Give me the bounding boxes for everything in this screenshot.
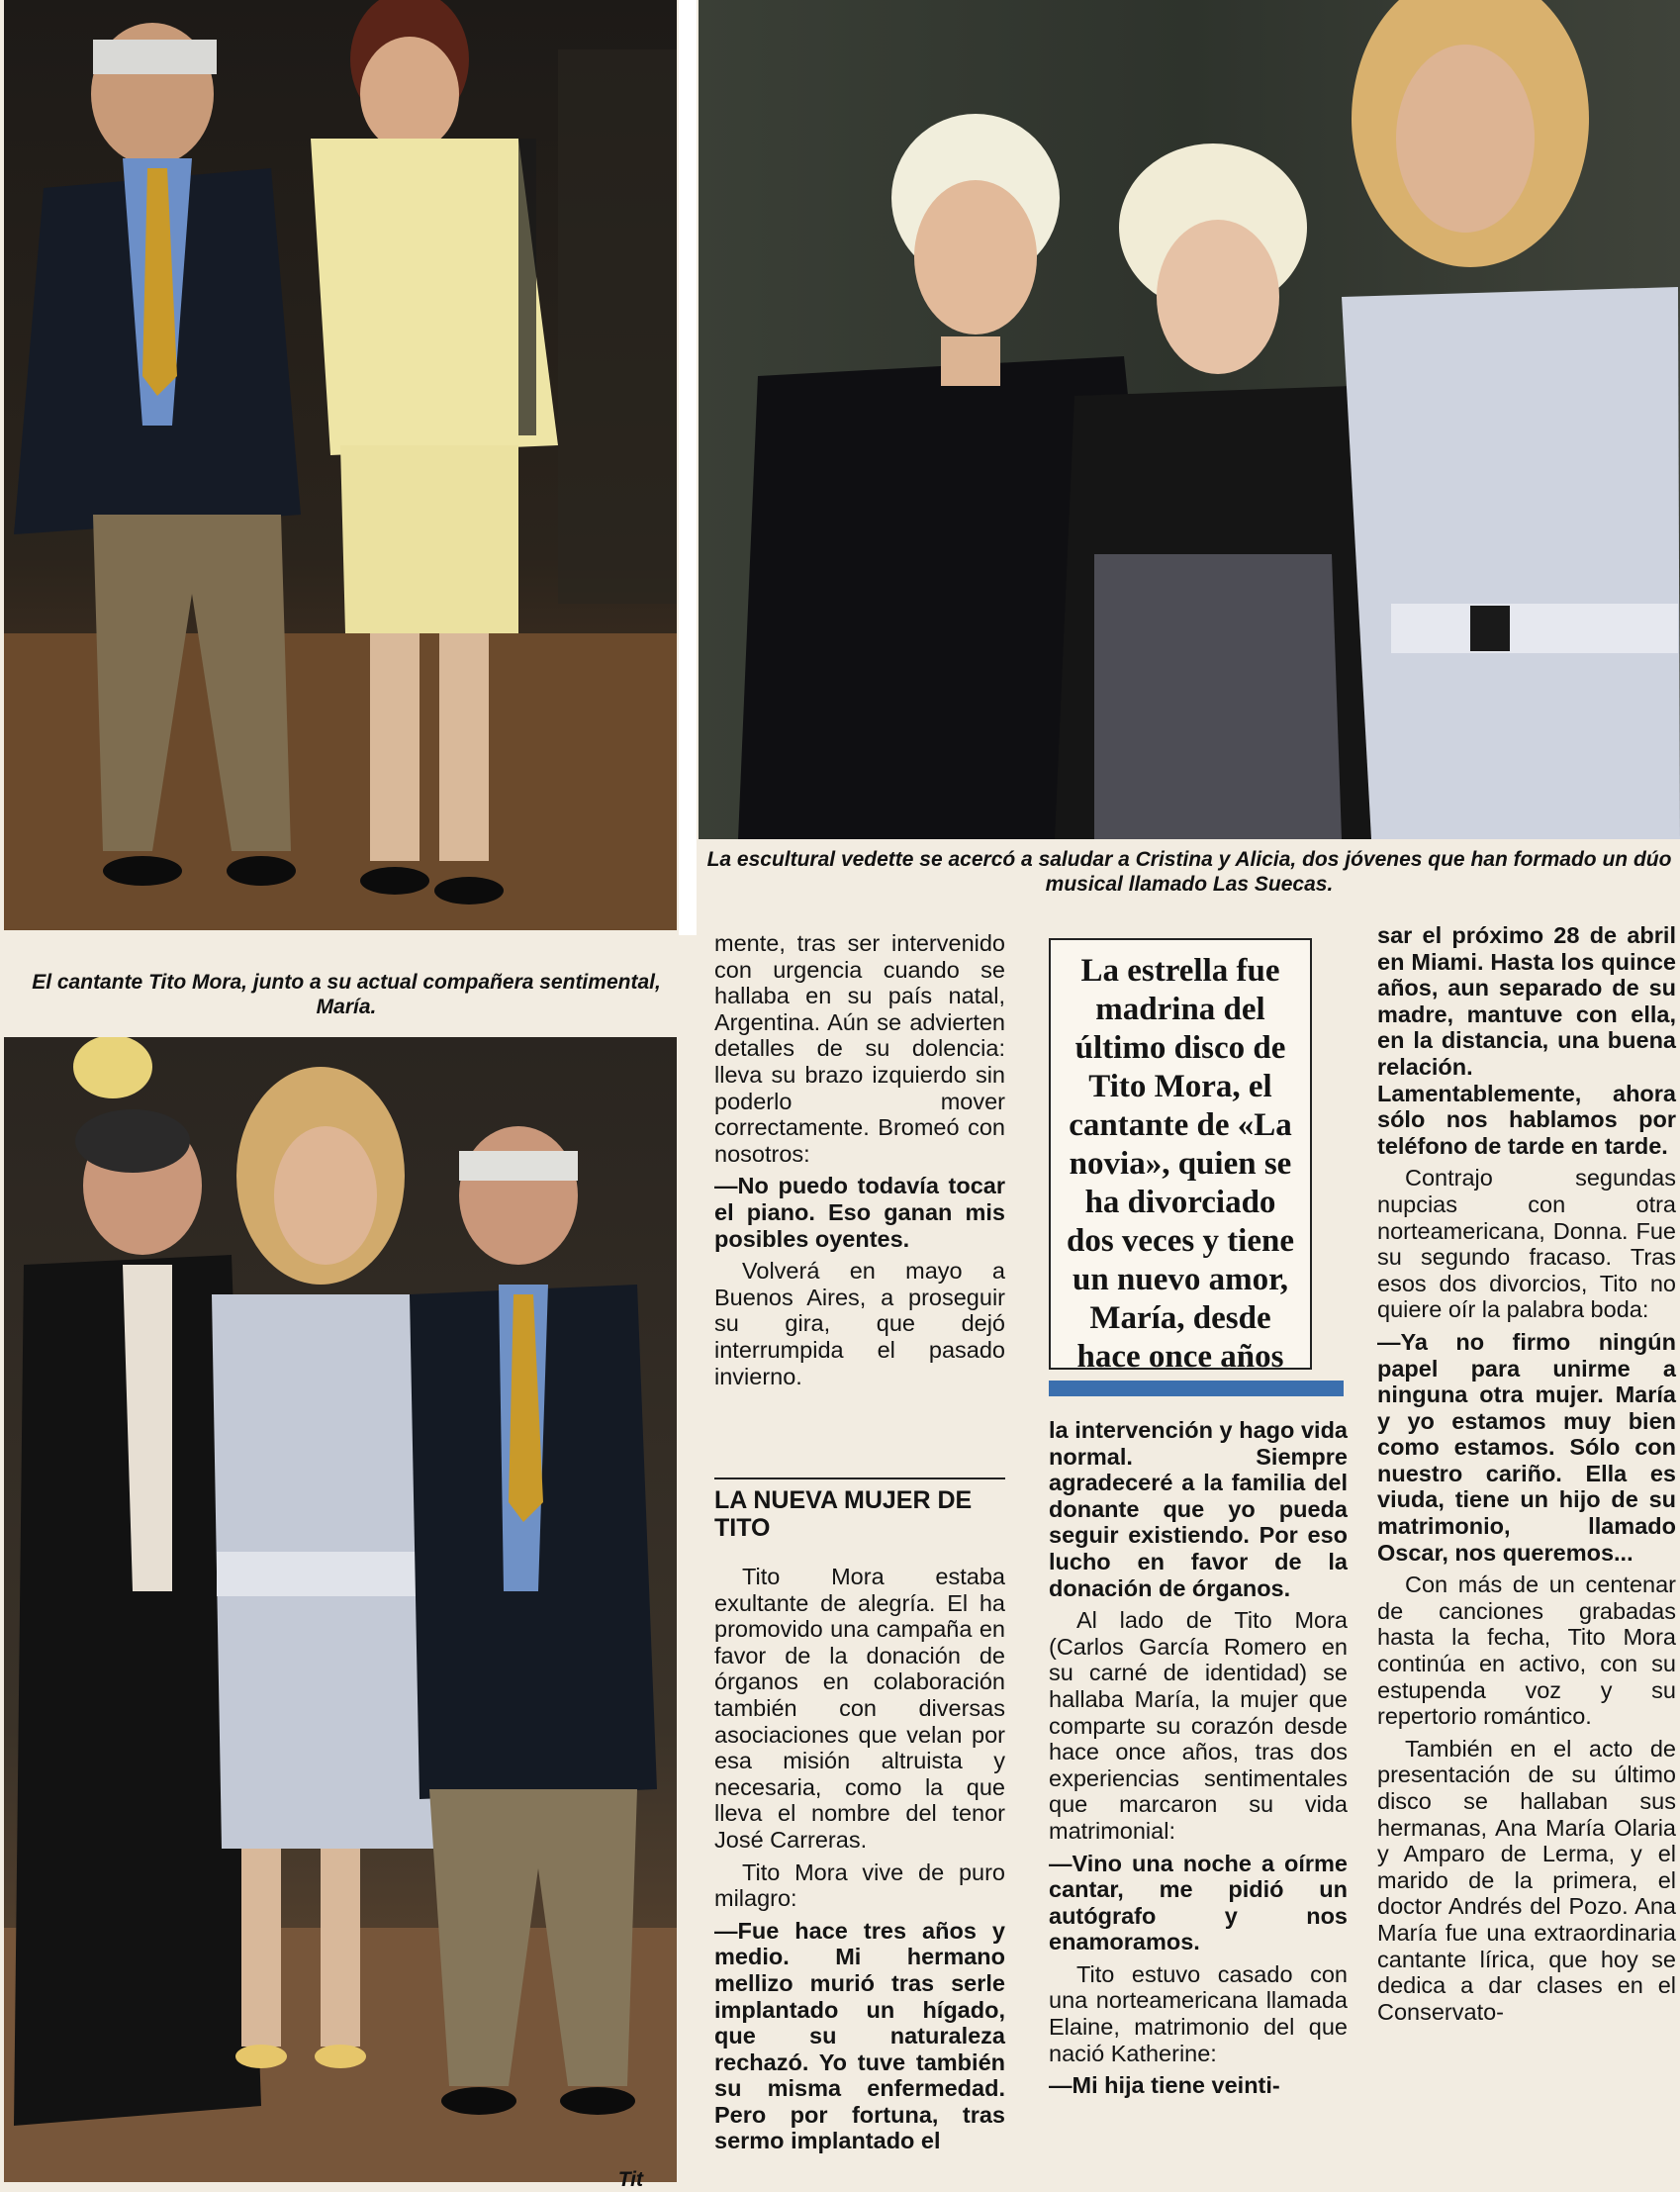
article-column-1b bbox=[714, 1564, 1005, 2160]
col3-paragraph: También en el acto de presentación de su último disco se hallaban sus hermanas, Ana María Olaria y Amparo de Lerma, y el marido de la primera, el doctor Andrés del Pozo. Ana María fue una extraordinaria cantante lírica, que hoy se dedica a dar clases en el Conservato- bbox=[1377, 1735, 1676, 2025]
col1-paragraph: Tito Mora vive de puro milagro: bbox=[714, 1858, 1005, 1912]
article-column-2 bbox=[1049, 1417, 1348, 2105]
col3-quote: sar el próximo 28 de abril en Miami. Hasta los quince años, aun separado de su madre, mantuve con ella, en la distancia, una buena relación. Lamentablemente, ahora sólo nos hablamos por teléfono de tarde en tarde. bbox=[1377, 922, 1676, 1159]
photo-tito-mora-maria bbox=[4, 0, 677, 930]
subhead-rule bbox=[714, 1477, 1005, 1479]
col3-quote: —Ya no firmo ningún papel para unirme a ninguna otra mujer. María y yo estamos muy bien como estamos. Sólo con nuestro cariño. Ella es viuda, tiene un hijo de su matrimonio, llamado Oscar, nos queremos... bbox=[1377, 1328, 1676, 1566]
col1-paragraph: Tito Mora estaba exultante de alegría. El ha promovido una campaña en favor de la donación de órganos en colaboración también con diversas asociaciones que velan por esa misión altruista y necesaria, como la que lleva el nombre del tenor José Carreras. bbox=[714, 1564, 1005, 1853]
gutter bbox=[679, 0, 697, 935]
col2-quote: la intervención y hago vida normal. Siempre agradeceré a la familia del donante que yo pueda seguir existiendo. Por eso lucho en favor de la donación de órganos. bbox=[1049, 1417, 1348, 1601]
col1-quote: —Fue hace tres años y medio. Mi hermano mellizo murió tras serle implantado un hígado, que su naturaleza rechazó. Yo tuve también su misma enfermedad. Pero por fortuna, tras sermo implantado el bbox=[714, 1917, 1005, 2154]
caption-fragment-bottom: Tit bbox=[617, 2168, 643, 2191]
col2-quote: —Mi hija tiene veinti- bbox=[1049, 2072, 1280, 2099]
col1-paragraph: mente, tras ser intervenido con urgencia cuando se hallaba en su país natal, Argentina. Aún se advierten detalles de su dolencia: lleva su brazo izquierdo sin poderlo mover correctamente. Bromeó con nosotros: bbox=[714, 930, 1005, 1167]
section-subhead: LA NUEVA MUJER DE TITO bbox=[714, 1486, 973, 1542]
col2-paragraph: Tito estuvo casado con una norteamericana llamada Elaine, matrimonio del que nació Katherine: bbox=[1049, 1960, 1348, 2066]
col1-paragraph: Volverá en mayo a Buenos Aires, a proseguir su gira, que dejó interrumpida el pasado invierno. bbox=[714, 1258, 1005, 1389]
caption-photo-top-right: La escultural vedette se acercó a saludar a Cristina y Alicia, dos jóvenes que han formado un dúo musical llamado Las Suecas. bbox=[706, 848, 1672, 896]
photo-vedette-las-suecas bbox=[699, 0, 1680, 839]
pullquote-box: La estrella fue madrina del último disco de Tito Mora, el cantante de «La novia», quien se ha divorciado dos veces y tiene un nuevo amor, María, desde hace once años bbox=[1049, 938, 1312, 1370]
accent-bar bbox=[1049, 1381, 1344, 1396]
col3-paragraph: Contrajo segundas nupcias con otra norteamericana, Donna. Fue su segundo fracaso. Tras esos dos divorcios, Tito no quiere oír la palabra boda: bbox=[1377, 1165, 1676, 1323]
article-column-1 bbox=[714, 930, 1005, 1395]
article-column-3 bbox=[1377, 922, 1676, 2031]
col2-quote: —Vino una noche a oírme cantar, me pidió un autógrafo y nos enamoramos. bbox=[1049, 1850, 1348, 1955]
photo-tito-mora-group bbox=[4, 1037, 677, 2182]
col1-quote: —No puedo todavía tocar el piano. Eso ganan mis posibles oyentes. bbox=[714, 1173, 1005, 1252]
caption-photo-top-left: El cantante Tito Mora, junto a su actual compañera sentimental, María. bbox=[32, 971, 661, 1018]
col2-paragraph: Al lado de Tito Mora (Carlos García Romero en su carné de identidad) se hallaba María, la mujer que comparte su corazón desde hace once años, tras dos experiencias sentimentales que marcaron su vida matrimonial: bbox=[1049, 1607, 1348, 1844]
col3-paragraph: Con más de un centenar de canciones grabadas hasta la fecha, Tito Mora continúa en activo, con su estupenda voz y su repertorio romántico. bbox=[1377, 1572, 1676, 1730]
